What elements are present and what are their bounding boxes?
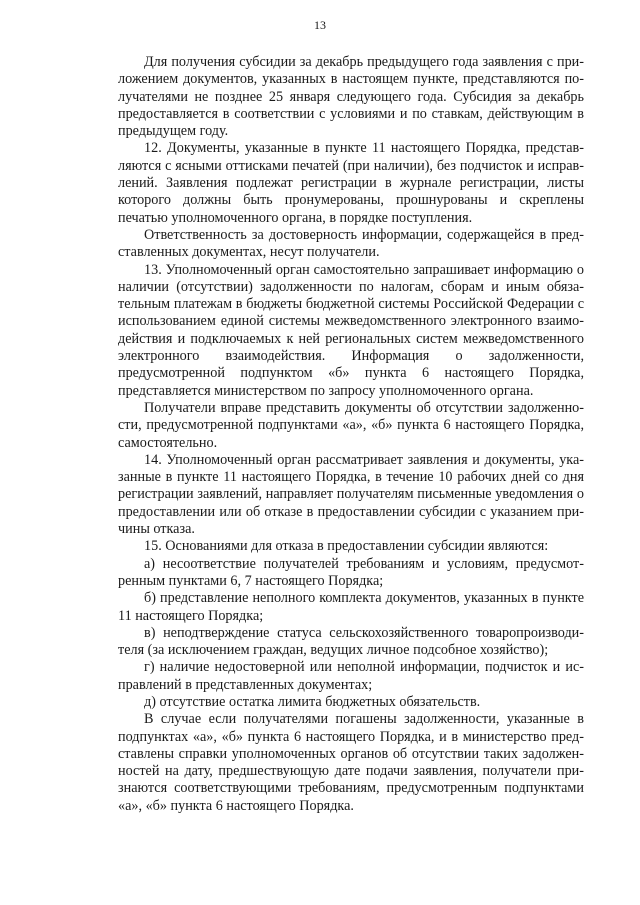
- list-item-d: д) отсутствие остатка лимита бюджетных обязательств.: [144, 693, 481, 710]
- paragraph-item-13: 13. Уполномоченный орган самостоятельно запрашивает информацию о наличии (отсутствии) задолженности по налогам, сборам и иным обязательным платежам в бюджеты бюджетной системы Российской Федерации с использованием единой системы межведомственного электронного взаимодействия и подключаемых к ней региональных систем межведомственного электронного взаимодействия. Информация о задолженности, предусмотренной подпунктом «б» пункта 6 настоящего Порядка, представляется министерством по запросу уполномоченного органа.: [118, 261, 584, 399]
- paragraph-item-14: 14. Уполномоченный орган рассматривает заявления и документы, указанные в пункте 11 настоящего Порядка, в течение 10 рабочих дней со дня регистрации заявлений, направляет получателям письменные уведомления о предоставлении или об отказе в предоставлении субсидии с указанием причины отказа.: [118, 451, 584, 538]
- paragraph-responsibility: Ответственность за достоверность информации, содержащейся в представленных документах, несут получатели.: [118, 226, 584, 261]
- paragraph-item-15: 15. Основаниями для отказа в предоставлении субсидии являются:: [144, 538, 549, 555]
- document-body: [118, 54, 584, 815]
- paragraph-item-12: 12. Документы, указанные в пункте 11 настоящего Порядка, представляются с ясными оттисками печатей (при наличии), без подчисток и исправлений. Заявления подлежат регистрации в журнале регистрации, листы которого должны быть пронумерованы, прошнурованы и скреплены печатью уполномоченного органа, в порядке поступления.: [118, 140, 584, 226]
- list-item-v: в) неподтверждение статуса сельскохозяйственного товаропроизводителя (за исключением граждан, ведущих личное подсобное хозяйство);: [118, 624, 584, 659]
- paragraph-subsidy-december: Для получения субсидии за декабрь предыдущего года заявления с приложением документов, указанных в настоящем пункте, представляются получателями не позднее 25 января следующего года. Субсидия за декабрь предоставляется в соответствии с условиями и по ставкам, действующим в предыдущем году.: [118, 54, 584, 140]
- list-item-a: а) несоответствие получателей требованиям и условиям, предусмотренным пунктами 6, 7 настоящего Порядка;: [118, 555, 584, 589]
- paragraph-recipients-right: Получатели вправе представить документы об отсутствии задолженности, предусмотренной подпунктами «а», «б» пункта 6 настоящего Порядка, самостоятельно.: [118, 399, 584, 451]
- list-item-g: г) наличие недостоверной или неполной информации, подчисток и исправлений в представленных документах;: [118, 659, 584, 693]
- paragraph-debt-repaid: В случае если получателями погашены задолженности, указанные в подпунктах «а», «б» пункта 6 настоящего Порядка, и в министерство представлены справки уполномоченных органов об отсутствии таких задолженностей на дату, предшествующую дате подачи заявления, получатели признаются соответствующими требованиям, предусмотренным подпунктами «а», «б» пункта 6 настоящего Порядка.: [118, 711, 584, 814]
- page-number: 13: [314, 18, 326, 32]
- list-item-b: б) представление неполного комплекта документов, указанных в пункте 11 настоящего Порядка;: [118, 590, 584, 624]
